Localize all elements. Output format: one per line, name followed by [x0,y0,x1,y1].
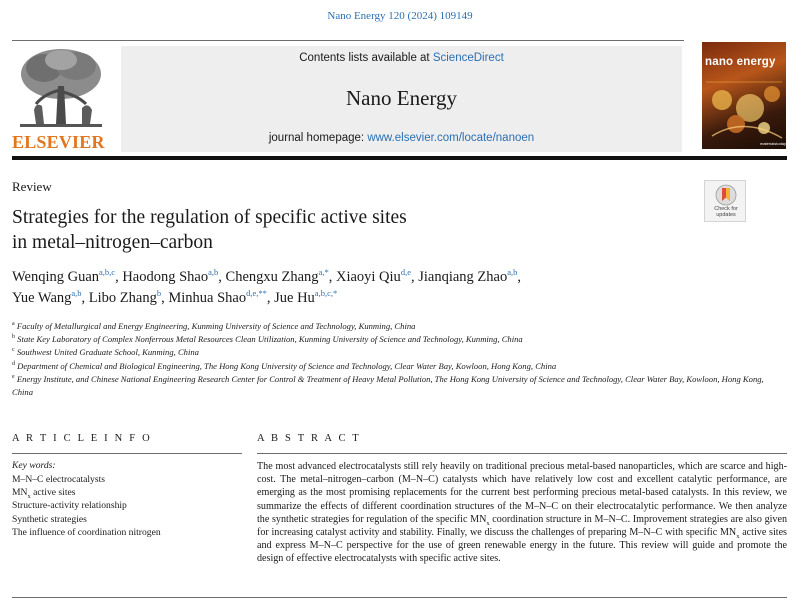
homepage-prefix: journal homepage: [268,132,368,144]
author-separator: , [81,290,89,306]
author-separator: , [115,269,123,285]
keyword-part: MN [12,487,28,499]
check-updates-line-1: Check for [714,206,738,212]
author-affiliation-mark[interactable]: a,b [208,267,219,278]
article-title-line-1: Strategies for the regulation of specific active sites [12,207,407,228]
affiliation-text: Faculty of Metallurgical and Energy Engineering, Kunming University of Science and Technology, Kunming, China [16,321,416,331]
affiliation-item [12,360,782,373]
author-separator: , [218,269,226,285]
author-affiliation-mark[interactable]: a,b [71,288,82,299]
keyword-item: Synthetic strategies [12,513,87,525]
keyword-item: M–N–C electrocatalysts [12,474,105,485]
author-affiliation-mark[interactable]: d,e,** [246,288,267,299]
author-separator: , [328,269,336,285]
affiliation-text: Department of Chemical and Biological Engineering, The Hong Kong University of Science and Technology, Clear Water Bay, Kowloon, Hong Kong, China [17,360,557,371]
author-name[interactable]: Jianqiang Zhao [418,269,508,285]
keywords-list [12,473,242,539]
homepage-url-link[interactable]: www.elsevier.com/locate/nanoen [367,132,535,144]
author-name[interactable]: Xiaoyi Qiu [335,269,401,285]
abstract-heading: A B S T R A C T [257,433,361,444]
author-name[interactable]: Wenqing Guan [12,269,100,285]
affiliation-mark: e [12,373,15,380]
author-separator: , [517,269,521,285]
author-affiliation-mark[interactable]: a,* [318,267,329,278]
author-name[interactable]: Chengxu Zhang [225,269,319,285]
journal-homepage-line [121,132,682,144]
affiliation-item [12,346,782,359]
article-info-divider [12,453,242,454]
author-separator: , [266,290,275,306]
contents-available-line [121,52,682,64]
affiliation-text: Energy Institute, and Chinese National Engineering Research Center for Control & Treatment of Heavy Metal Pollution, The Hong Kong University of Science and Technology, Clear Water Bay, Kowloon, Hong Kong, China [12,373,764,398]
abstract-body [257,460,787,566]
article-info-heading: A R T I C L E I N F O [12,433,152,444]
author-separator: , [410,269,419,285]
abstract-part: coordination structure in M–N–C. Improvement strategies are also given for increasing catalyst activity and stability. Finally, we discuss the challenges of preparing M–N–C with specific MN [257,513,787,539]
affiliation-list [12,320,782,399]
abstract-part: The most advanced electrocatalysts still rely heavily on traditional precious metal-based nanoparticles, which are scarce and high-cost. The metal–nitrogen–carbon (M–N–C) catalysts which have relatively low cost and excellent catalytic performance, are emerging as the most promising replacements for the current best performing precious metal-based catalysts. In this review, we summarize the effects of different coordination structures of the M–N–C on their electrocatalytic performance. We then analyze the synthetic strategies for regulation of the specific MN [257,461,787,525]
elsevier-logo[interactable] [12,46,110,152]
journal-header-box [121,46,682,152]
check-for-updates-label [705,206,747,218]
affiliation-mark: a [12,321,15,328]
contents-prefix: Contents lists available at [299,52,433,64]
author-name[interactable]: Jue Hu [274,290,315,306]
affiliation-mark: d [12,360,15,367]
affiliation-text: State Key Laboratory of Complex Nonferrous Metal Resources Clean Utilization, Kunming University of Science and Technology, Kunming, China [17,334,523,345]
author-name[interactable]: Libo Zhang [88,290,157,306]
author-affiliation-mark[interactable]: a,b,c,* [314,288,338,299]
affiliation-text: Southwest United Graduate School, Kunming, China [16,347,199,358]
journal-cover-image[interactable] [702,42,786,149]
author-list [12,267,782,309]
sciencedirect-link[interactable]: ScienceDirect [432,52,504,64]
article-type: Review [12,179,52,194]
affiliation-item [12,320,782,333]
author-name[interactable]: Haodong Shao [122,269,209,285]
bookmark-icon [714,184,738,206]
journal-name: Nano Energy [346,86,457,110]
journal-citation-link[interactable]: Nano Energy 120 (2024) 109149 [327,10,473,22]
author-affiliation-mark[interactable]: a,b [507,267,518,278]
abstract-subscript: x [736,533,740,541]
author-name[interactable]: Yue Wang [12,290,72,306]
check-updates-line-2: updates [716,212,736,218]
keyword-item [12,486,242,499]
article-title-line-2: in metal–nitrogen–carbon [12,232,213,253]
article-title [12,205,572,255]
keyword-item: Structure-activity relationship [12,500,127,512]
keyword-subscript: x [27,493,31,501]
footer-divider [12,597,787,598]
elsevier-wordmark: ELSEVIER [12,132,105,152]
keyword-item: The influence of coordination nitrogen [12,526,161,538]
affiliation-item [12,373,782,399]
author-affiliation-mark[interactable]: a,b,c [99,267,116,278]
author-name[interactable]: Minhua Shao [168,290,247,306]
keywords-label: Key words: [12,460,56,471]
header-thick-divider [12,156,787,160]
abstract-part: active sites and express M–N–C perspective for the use of green renewable energy in the future. This review will guide and promote the design of effective electrocatalysts with specific active sites. [257,527,787,565]
author-separator: , [161,290,169,306]
affiliation-item [12,333,782,346]
abstract-subscript: x [486,519,490,527]
abstract-divider [257,453,787,454]
affiliation-mark: c [12,347,15,354]
keyword-part: active sites [30,487,76,499]
author-affiliation-mark[interactable]: d,e [400,267,411,278]
author-affiliation-mark[interactable]: b [156,288,162,299]
cover-footer: materialstoday [760,141,786,146]
elsevier-tree-icon [14,46,108,130]
affiliation-mark: b [12,334,15,341]
check-for-updates-button[interactable] [704,180,746,222]
header-top-divider [12,40,684,41]
cover-title: nano energy [705,56,776,68]
